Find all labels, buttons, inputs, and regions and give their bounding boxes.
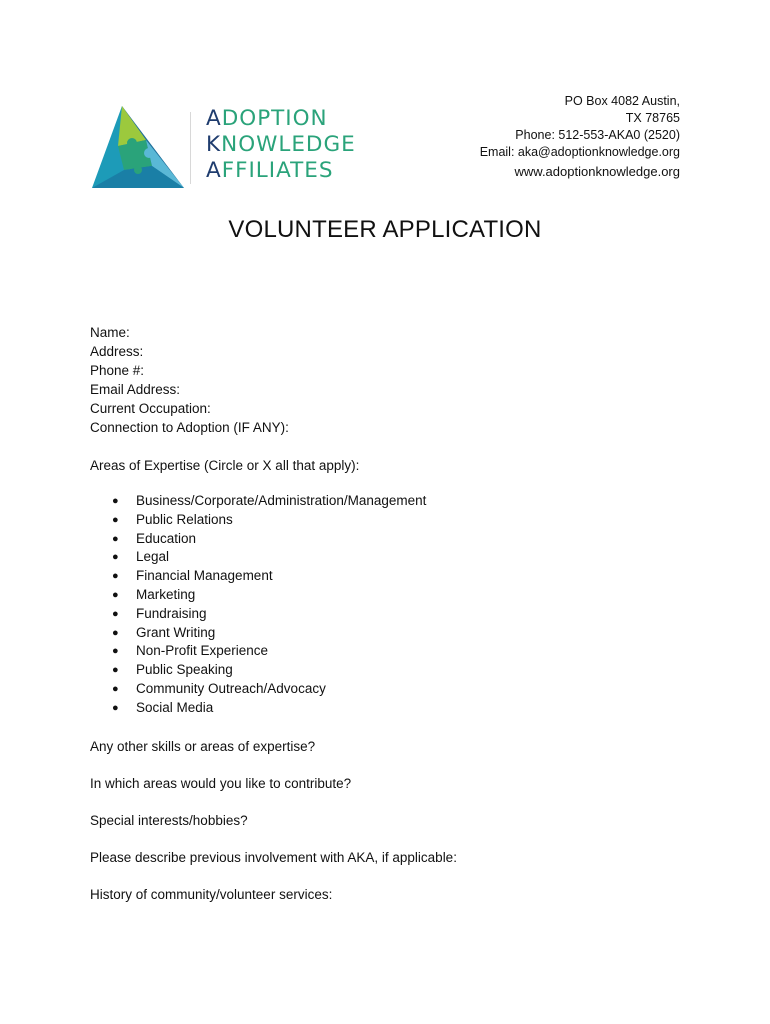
interests-question: Special interests/hobbies? (90, 812, 248, 828)
name-field-label: Name: (90, 325, 130, 340)
expertise-list (90, 492, 690, 718)
contact-info (480, 93, 680, 180)
occupation-field-label: Current Occupation: (90, 401, 211, 416)
expertise-item: ● Fundraising (90, 605, 690, 624)
page-title: VOLUNTEER APPLICATION (228, 216, 542, 243)
website-link[interactable]: www.adoptionknowledge.org (514, 164, 680, 179)
bullet-icon: ● (112, 626, 119, 639)
bullet-icon: ● (112, 513, 119, 526)
expertise-item: ● Non-Profit Experience (90, 642, 690, 661)
organization-logo (88, 100, 358, 192)
expertise-prompt: Areas of Expertise (Circle or X all that apply): (90, 458, 360, 473)
logo-divider (190, 112, 191, 184)
expertise-item: ● Public Relations (90, 511, 690, 530)
logo-wordmark (206, 106, 356, 184)
bullet-icon: ● (112, 607, 119, 620)
contribute-areas-question: In which areas would you like to contribute? (90, 775, 352, 791)
bullet-icon: ● (112, 682, 119, 695)
bullet-icon: ● (112, 645, 119, 658)
bullet-icon: ● (112, 588, 119, 601)
address-field-label: Address: (90, 344, 144, 359)
connection-field-label: Connection to Adoption (IF ANY): (90, 420, 289, 435)
application-form (90, 323, 690, 904)
email-field-label: Email Address: (90, 382, 181, 397)
expertise-item: ● Social Media (90, 699, 690, 718)
address-line-2: TX 78765 (625, 111, 680, 125)
other-skills-question: Any other skills or areas of expertise? (90, 738, 316, 754)
logo-line-affiliates: AFFILIATES (206, 158, 334, 183)
expertise-item: ● Community Outreach/Advocacy (90, 680, 690, 699)
email-address: Email: aka@adoptionknowledge.org (479, 145, 680, 159)
bullet-icon: ● (112, 551, 119, 564)
address-line-1: PO Box 4082 Austin, (564, 94, 680, 108)
expertise-item: ● Business/Corporate/Administration/Management (90, 492, 690, 511)
puzzle-triangle-logo-icon (88, 100, 188, 190)
phone-number: Phone: 512-553-AKA0 (2520) (515, 128, 680, 142)
expertise-item: ● Grant Writing (90, 624, 690, 643)
previous-involvement-question: Please describe previous involvement with AKA, if applicable: (90, 849, 457, 865)
logo-line-knowledge: KNOWLEDGE (206, 132, 356, 157)
bullet-icon: ● (112, 495, 119, 507)
phone-field-label: Phone #: (90, 363, 145, 378)
bullet-icon: ● (112, 570, 119, 583)
bullet-icon: ● (112, 701, 119, 714)
bullet-icon: ● (112, 532, 119, 545)
logo-line-adoption: ADOPTION (206, 106, 328, 131)
expertise-item: ● Legal (90, 548, 690, 567)
expertise-item: ● Financial Management (90, 567, 690, 586)
expertise-item: ● Public Speaking (90, 661, 690, 680)
expertise-item: ● Education (90, 530, 690, 549)
expertise-item: ● Marketing (90, 586, 690, 605)
bullet-icon: ● (112, 664, 119, 677)
volunteer-history-question: History of community/volunteer services: (90, 886, 333, 902)
